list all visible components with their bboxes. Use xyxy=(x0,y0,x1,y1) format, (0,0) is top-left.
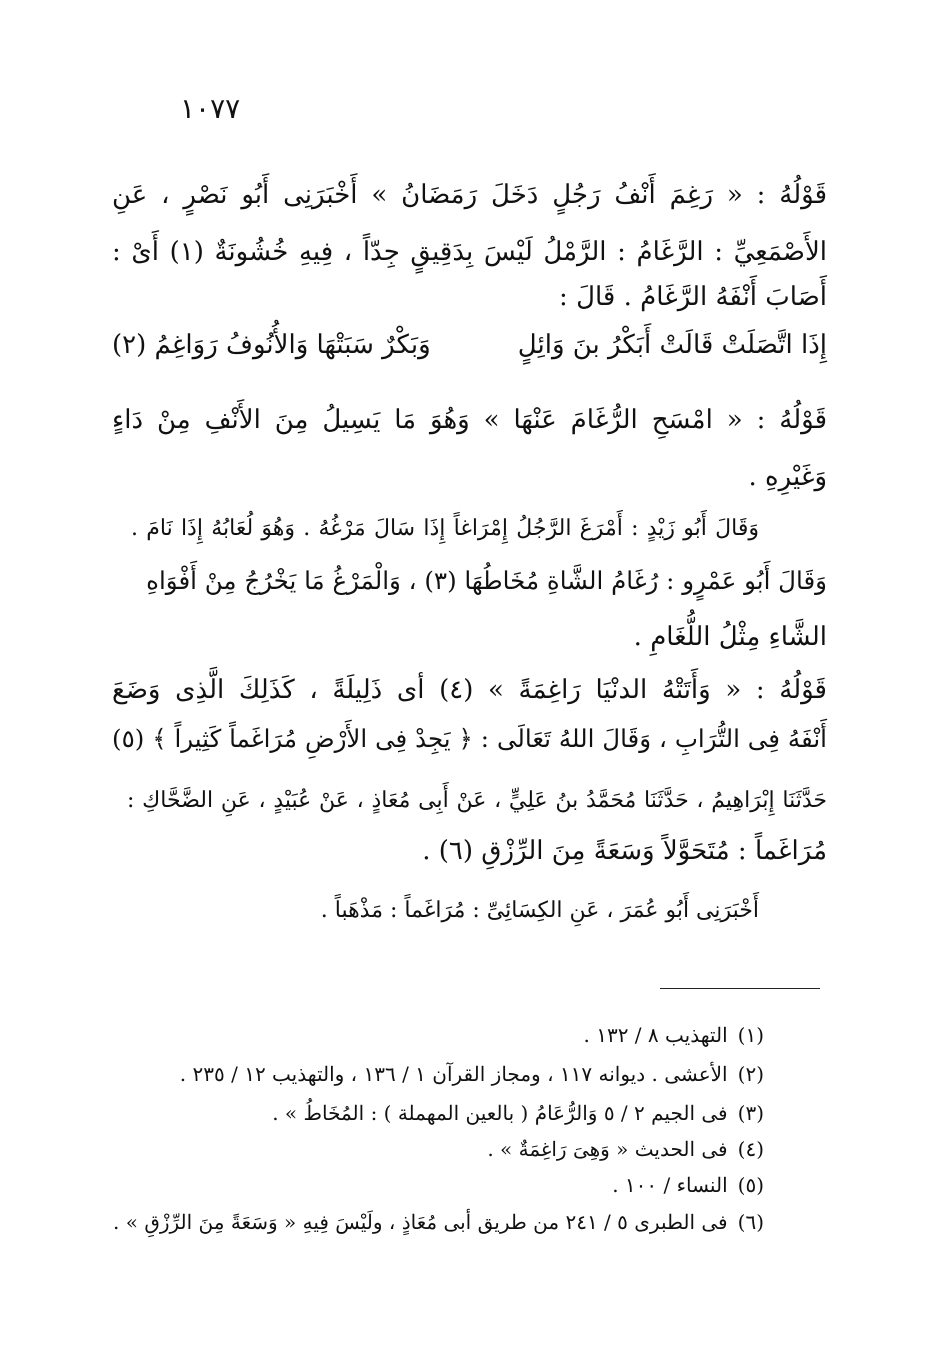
footnote-number: (٢) xyxy=(737,1062,764,1086)
footnote-text: النساء / ١٠٠ . xyxy=(612,1173,728,1197)
footnote-5 xyxy=(612,1173,764,1197)
body-line-10: أَنْفَهُ فِى التُّرَابِ ، وَقَالَ اللهُ تَعَالَى : ﴿ يَجِدْ فِى الأَرْضِ مُرَاغَماً كَثِيراً ﴾ (٥) xyxy=(112,724,827,753)
verse-first-hemistich: إِذَا اتَّصَلَتْ قَالَتْ أَبَكْرُ بنَ وَائِلٍ xyxy=(517,330,827,360)
body-line-4: قَوْلُهُ : « امْسَحِ الرُّغَامَ عَنْهَا » وَهُوَ مَا يَسِيلُ مِنَ الأَنْفِ مِنْ دَاءٍ xyxy=(112,405,827,435)
footnote-number: (٤) xyxy=(737,1137,764,1161)
body-line-9: قَوْلُهُ : « وَأَتَتْهُ الدنْيَا رَاغِمَةً » (٤) أى ذَلِيلَةً ، كَذَلِكَ الَّذِى وَضَعَ xyxy=(112,675,827,705)
footnote-text: الأعشى . ديوانه ١١٧ ، ومجاز القرآن ١ / ١٣٦ ، والتهذيب ١٢ / ٢٣٥ . xyxy=(179,1062,728,1086)
footnote-text: التهذيب ٨ / ١٣٢ . xyxy=(583,1023,728,1047)
footnote-divider xyxy=(660,988,820,989)
verse-second-hemistich: وَبَكْرٌ سَبَتْهَا وَالأُنُوفُ رَوَاغِمُ (٢) xyxy=(112,330,431,360)
body-line-11: حَدَّثَنَا إِبْرَاهِيمُ ، حَدَّثَنَا مُحَمَّدُ بنُ عَلِيٍّ ، عَنْ أَبِى مُعَاذٍ ، عَنْ عُبَيْدٍ ، عَنِ الضَّحَّاكِ : xyxy=(127,788,827,813)
footnote-text: فى الحديث « وَهِىَ رَاغِمَةٌ » . xyxy=(487,1137,728,1161)
footnote-1 xyxy=(584,1023,765,1047)
body-line-5: وَغَيْرِهِ . xyxy=(748,462,827,492)
poem-verse xyxy=(112,330,827,374)
body-line-3: أَصَابَ أَنْفَهُ الرَّغَامُ . قَالَ : xyxy=(559,282,827,312)
footnote-text: فى الجيم ٢ / ٥ وَالرُّعَامُ ( بالعين المهملة ) : المُخَاطُ » . xyxy=(272,1101,728,1125)
footnote-3 xyxy=(272,1101,764,1125)
page-number: ١٠٧٧ xyxy=(180,92,241,125)
footnote-number: (٥) xyxy=(737,1173,764,1197)
body-line-6: وَقَالَ أَبُو زَيْدٍ : أَمْرَغَ الرَّجُلُ إِمْرَاغاً إِذَا سَالَ مَرْغُهُ . وَهُوَ لُعَابُهُ إِذَا نَامَ . xyxy=(131,516,759,541)
footnote-2 xyxy=(180,1062,764,1086)
body-line-12: مُرَاغَماً : مُتَحَوَّلاً وَسَعَةً مِنَ الرِّزْقِ (٦) . xyxy=(422,836,827,866)
footnote-number: (٣) xyxy=(737,1101,764,1125)
body-line-7: وَقَالَ أَبُو عَمْرٍو : رُغَامُ الشَّاةِ مُخَاطُهَا (٣) ، وَالْمَرْغُ مَا يَخْرُجُ مِنْ أَفْوَاهِ xyxy=(146,566,827,595)
footnote-4 xyxy=(487,1137,764,1161)
footnote-number: (٦) xyxy=(737,1210,764,1234)
footnote-6 xyxy=(113,1210,764,1234)
body-line-2: الأَصْمَعِيِّ : الرَّغَامُ : الرَّمْلُ لَيْسَ بِدَقِيقٍ جِدّاً ، فِيهِ خُشُونَةٌ (١) أَىْ : xyxy=(112,237,827,267)
body-line-1: قَوْلُهُ : « رَغِمَ أَنْفُ رَجُلٍ دَخَلَ رَمَضَانُ » أَخْبَرَنِى أَبُو نَصْرٍ ، عَنِ xyxy=(112,180,827,210)
footnote-number: (١) xyxy=(737,1023,764,1047)
body-line-8: الشَّاءِ مِثْلُ اللُّغَامِ . xyxy=(633,622,827,652)
body-line-13: أَخْبَرَنِى أَبُو عُمَرَ ، عَنِ الكِسَائِىِّ : مُرَاغَماً : مَذْهَباً . xyxy=(320,898,759,923)
footnote-text: فى الطبرى ٥ / ٢٤١ من طريق أبى مُعَاذٍ ، ولَيْسَ فِيهِ « وَسَعَةً مِنَ الرِّزْقِ » . xyxy=(113,1210,728,1234)
